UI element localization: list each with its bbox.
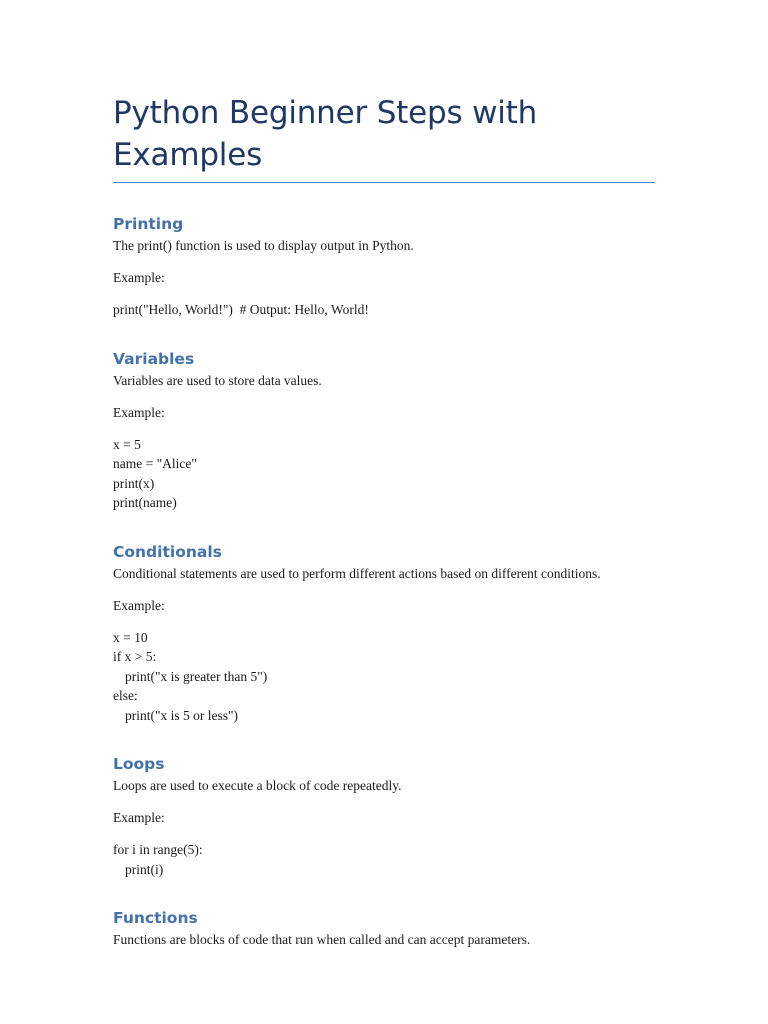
section-printing (113, 213, 655, 320)
section-heading-functions: Functions (113, 909, 198, 927)
section-description: Functions are blocks of code that run when called and can accept parameters. (113, 932, 531, 947)
code-line: print(name) (113, 495, 177, 510)
example-label: Example: (113, 404, 165, 420)
section-heading-printing: Printing (113, 215, 184, 233)
code-line-indented: print("x is greater than 5") (125, 668, 268, 684)
section-description: Conditional statements are used to perform different actions based on different conditions. (113, 565, 601, 581)
code-example (113, 628, 655, 726)
section-conditionals (113, 541, 655, 726)
document-page (113, 92, 655, 962)
section-description: Loops are used to execute a block of code repeatedly. (113, 778, 402, 793)
section-description: The print() function is used to display output in Python. (113, 238, 414, 253)
section-description: Variables are used to store data values. (113, 372, 322, 388)
example-label: Example: (113, 810, 165, 825)
code-line: x = 10 (113, 629, 148, 645)
section-heading-loops: Loops (113, 755, 165, 773)
code-line: x = 5 (113, 436, 141, 452)
code-example (113, 840, 655, 879)
code-line: if x > 5: (113, 649, 157, 664)
section-heading-variables: Variables (113, 349, 195, 368)
example-label: Example: (113, 270, 165, 285)
code-line: else: (113, 688, 138, 703)
code-line-indented: print("x is 5 or less") (125, 707, 239, 723)
example-label: Example: (113, 597, 165, 613)
code-line: for i in range(5): (113, 842, 203, 857)
code-example (113, 435, 655, 513)
section-variables (113, 348, 655, 513)
code-line: print("Hello, World!") # Output: Hello, World! (113, 302, 369, 317)
document-title: Python Beginner Steps with Examples (113, 92, 655, 183)
code-line: print(x) (113, 475, 155, 491)
section-functions (113, 907, 655, 950)
section-heading-conditionals: Conditionals (113, 542, 222, 561)
code-line-indented: print(i) (125, 861, 164, 877)
section-loops (113, 753, 655, 879)
code-line: name = "Alice" (113, 456, 197, 471)
code-example (113, 300, 655, 320)
